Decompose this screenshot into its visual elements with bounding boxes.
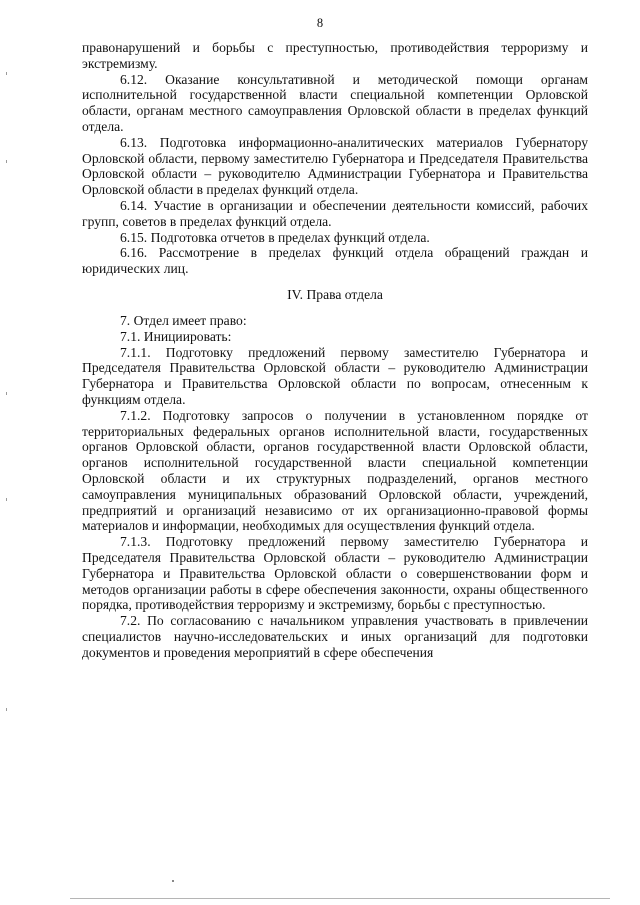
margin-punch-mark	[6, 498, 7, 501]
paragraph-7: 7. Отдел имеет право:	[120, 312, 247, 328]
margin-punch-mark	[6, 160, 7, 163]
paragraph-6-14: 6.14. Участие в организации и обеспечении деятельности комиссий, рабочих групп, советов в пределах функций отдела.	[82, 197, 588, 229]
paragraph-6-16: 6.16. Рассмотрение в пределах функций отдела обращений граждан и юридических лиц.	[82, 245, 588, 277]
paragraph-7-1-2: 7.1.2. Подготовку запросов о получении в установленном порядке от территориальных федеральных органов исполнительной власти, государственных органов Орловской области, органов государственной власти Орловской области, органов исполнительной государственной власти специальной компетенции Орловской области и их структурных подразделений, органов местного самоуправления муниципальных образований Орловской области, учреждений, предприятий и организаций независимо от их организационно-правовой формы материалов и информации, необходимых для осуществления функций отдела.	[82, 407, 588, 534]
scan-artifact-dot	[172, 880, 174, 882]
page-number: 8	[316, 16, 324, 30]
scan-edge-line	[70, 898, 610, 899]
paragraph-7-1-1: 7.1.1. Подготовку предложений первому заместителю Губернатора и Председателя Правительства Орловской области – руководителю Администрации Губернатора и Правительства Орловской области по вопросам, отнесенным к функциям отдела.	[82, 344, 588, 407]
paragraph-6-13: 6.13. Подготовка информационно-аналитических материалов Губернатору Орловской области, первому заместителю Губернатора и Председателя Правительства Орловской области – руководителю Администрации Губернатора и Правительства Орловской области в пределах функций отдела.	[82, 134, 588, 198]
paragraph-6-15: 6.15. Подготовка отчетов в пределах функций отдела.	[120, 229, 430, 245]
section-heading: IV. Права отдела	[287, 286, 383, 302]
paragraph-6-12: 6.12. Оказание консультативной и методической помощи органам исполнительной государственной власти специальной компетенции Орловской области, органам местного самоуправления Орловской области в пределах функций отдела.	[82, 71, 588, 134]
paragraph-7-1: 7.1. Инициировать:	[120, 328, 232, 344]
margin-punch-mark	[6, 708, 7, 711]
paragraph-7-1-3: 7.1.3. Подготовку предложений первому заместителю Губернатора и Председателя Правительства Орловской области – руководителю Администрации Губернатора и Правительства Орловской области о совершенствовании форм и методов организации работы в сфере обеспечения законности, охраны общественного порядка, противодействия терроризму и экстремизму, борьбы с преступностью.	[82, 534, 588, 613]
margin-punch-mark	[6, 392, 7, 395]
paragraph-7-2: 7.2. По согласованию с начальником управления участвовать в привлечении специалистов научно-исследовательских и иных организаций для подготовки документов и проведения мероприятий в сфере обеспечения	[82, 613, 588, 660]
margin-punch-mark	[6, 72, 7, 75]
paragraph-continuation: правонарушений и борьбы с преступностью, противодействия терроризму и экстремизму.	[82, 40, 588, 71]
document-body	[82, 40, 588, 660]
